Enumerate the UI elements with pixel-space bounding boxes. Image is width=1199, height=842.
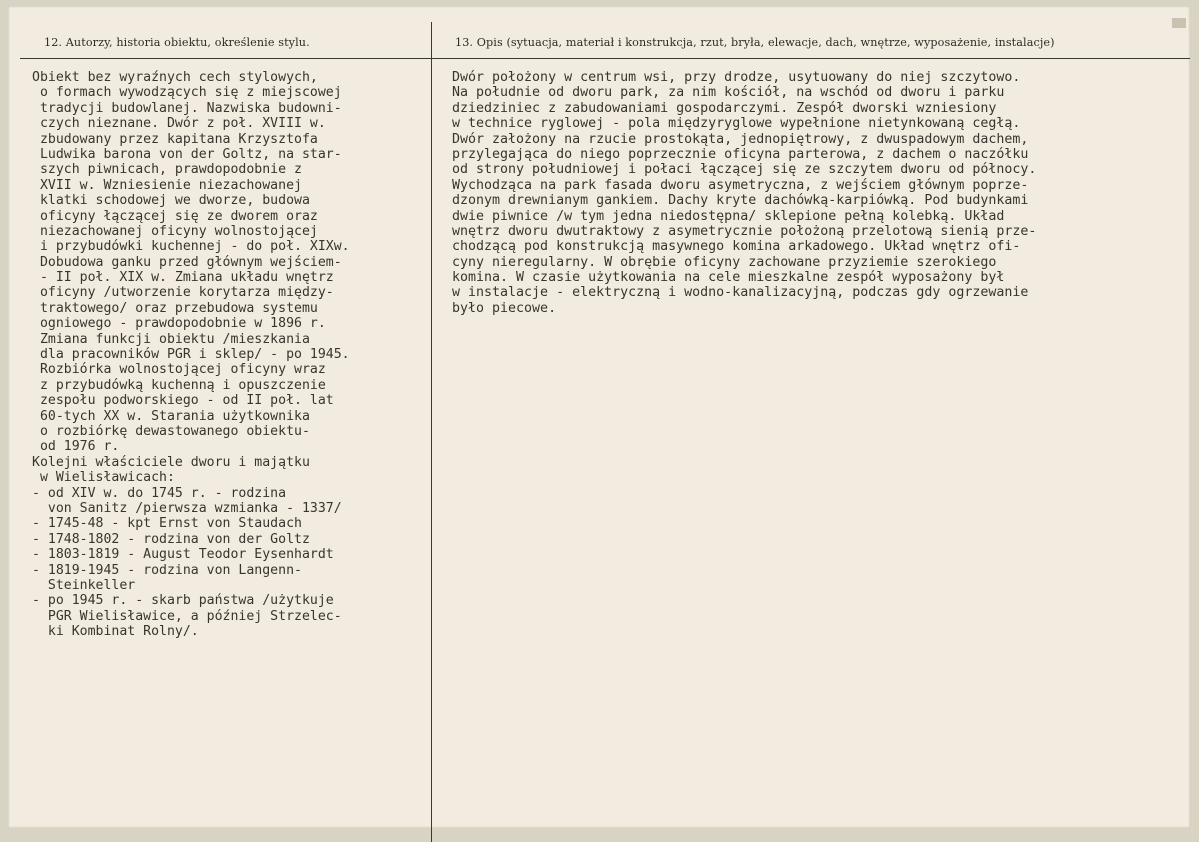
description-text-line: było piecowe. <box>452 300 557 316</box>
history-text-line: Steinkeller <box>32 577 136 593</box>
history-text-line: von Sanitz /pierwsza wzmianka - 1337/ <box>32 500 342 516</box>
history-text-line: niezachowanej oficyny wolnostojącej <box>32 223 318 239</box>
description-text-line: dziedziniec z zabudowaniami gospodarczymi. Zespół dworski wzniesiony <box>452 100 997 116</box>
history-text-line: zbudowany przez kapitana Krzysztofa <box>32 131 318 147</box>
history-text-line: klatki schodowej we dworze, budowa <box>32 193 310 209</box>
history-text-column <box>32 70 350 639</box>
history-text-line: - 1748-1802 - rodzina von der Goltz <box>32 531 310 547</box>
history-text-line: Zmiana funkcji obiektu /mieszkania <box>32 331 310 347</box>
description-text-line: cyny nieregularny. W obrębie oficyny zachowane przyziemie szerokiego <box>452 254 997 270</box>
history-text-line: - 1819-1945 - rodzina von Langenn- <box>32 562 302 578</box>
description-text-line: w technice ryglowej - pola międzyryglowe wypełnione nietynkowaną cegłą. <box>452 116 1021 132</box>
history-text-line: z przybudówką kuchenną i opuszczenie <box>32 377 326 393</box>
history-text-line: i przybudówki kuchennej - do poł. XIXw. <box>32 239 350 255</box>
description-text-line: od strony południowej i połaci łączącej się ze szczytem dworu od północy. <box>452 162 1037 178</box>
history-text-line: - II poł. XIX w. Zmiana układu wnętrz <box>32 270 334 286</box>
description-text-column <box>452 70 1036 316</box>
history-text-line: Ludwika barona von der Goltz, na star- <box>32 146 342 162</box>
history-text-line: oficyny /utworzenie korytarza między- <box>32 285 334 301</box>
description-text-line: Na południe od dworu park, za nim kościół, na wschód od dworu i parku <box>452 85 1005 101</box>
record-card <box>8 6 1190 828</box>
history-text-line: dla pracowników PGR i sklep/ - po 1945. <box>32 347 350 363</box>
history-text-line: oficyny łączącej się ze dworem oraz <box>32 208 318 224</box>
corner-mark <box>1172 18 1186 28</box>
history-text-line: zespołu podworskiego - od II poł. lat <box>32 393 334 409</box>
history-text-line: 60-tych XX w. Starania użytkownika <box>32 408 310 424</box>
description-text-line: dwie piwnice /w tym jedna niedostępna/ sklepione pełną kolebką. Układ <box>452 208 1005 224</box>
history-text-line: PGR Wielisławice, a później Strzelec- <box>32 608 342 624</box>
history-text-line: Obiekt bez wyraźnych cech stylowych, <box>32 70 318 85</box>
history-text-line: Dobudowa ganku przed głównym wejściem- <box>32 254 342 270</box>
history-text-line: o rozbiórkę dewastowanego obiektu- <box>32 423 310 439</box>
history-text-line: w Wielisławicach: <box>32 470 175 486</box>
section-13-heading: 13. Opis (sytuacja, materiał i konstrukcja, rzut, bryła, elewacje, dach, wnętrze, wyposażenie, instalacje) <box>455 36 1055 49</box>
history-text-line: - po 1945 r. - skarb państwa /użytkuje <box>32 593 334 609</box>
description-text-line: komina. W czasie użytkowania na cele mieszkalne zespół wyposażony był <box>452 270 1005 286</box>
history-text-line: o formach wywodzących się z miejscowej <box>32 85 342 101</box>
history-text-line: czych nieznane. Dwór z poł. XVIII w. <box>32 116 326 132</box>
history-text-line: Kolejni właściciele dworu i majątku <box>32 454 310 470</box>
history-text-line: tradycji budowlanej. Nazwiska budowni- <box>32 100 342 116</box>
history-text-line: - 1745-48 - kpt Ernst von Staudach <box>32 516 302 532</box>
history-text-line: Rozbiórka wolnostojącej oficyny wraz <box>32 362 326 378</box>
history-text-line: szych piwnicach, prawdopodobnie z <box>32 162 302 178</box>
description-text-line: Dwór położony w centrum wsi, przy drodze, usytuowany do niej szczytowo. <box>452 70 1021 85</box>
history-text-line: - 1803-1819 - August Teodor Eysenhardt <box>32 547 334 563</box>
history-text-line: ogniowego - prawdopodobnie w 1896 r. <box>32 316 326 332</box>
section-12-heading: 12. Autorzy, historia obiektu, określenie stylu. <box>44 36 310 49</box>
description-text-line: wnętrz dworu dwutraktowy z asymetrycznie położoną przelotową sienią prze- <box>452 223 1037 239</box>
history-text-line: XVII w. Wzniesienie niezachowanej <box>32 177 302 193</box>
description-text-line: Dwór założony na rzucie prostokąta, jednopiętrowy, z dwuspadowym dachem, <box>452 131 1029 147</box>
header-rule <box>20 58 1190 59</box>
description-text-line: dzonym drewnianym gankiem. Dachy kryte dachówką-karpiówką. Pod budynkami <box>452 193 1029 209</box>
history-text-line: od 1976 r. <box>32 439 120 455</box>
description-text-line: Wychodząca na park fasada dworu asymetryczna, z wejściem głównym poprze- <box>452 177 1029 193</box>
column-divider <box>431 22 432 842</box>
description-text-line: przylegająca do niego poprzecznie oficyna parterowa, z dachem o naczółku <box>452 146 1029 162</box>
description-text-line: chodzącą pod konstrukcją masywnego komina arkadowego. Układ wnętrz ofi- <box>452 239 1021 255</box>
history-text-line: ki Kombinat Rolny/. <box>32 624 199 640</box>
history-text-line: traktowego/ oraz przebudowa systemu <box>32 300 318 316</box>
history-text-line: - od XIV w. do 1745 r. - rodzina <box>32 485 287 501</box>
description-text-line: w instalacje - elektryczną i wodno-kanalizacyjną, podczas gdy ogrzewanie <box>452 285 1029 301</box>
